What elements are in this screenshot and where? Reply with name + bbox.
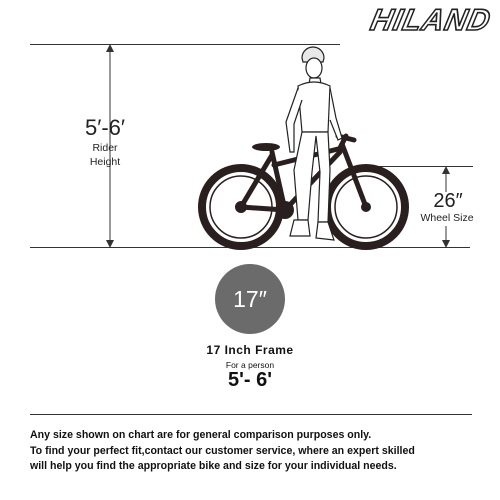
frame-size-badge-text: 17″ (233, 285, 267, 312)
rider-height-value: 5′-6′ (84, 115, 126, 140)
rider-height-label (40, 141, 170, 169)
saddle-icon (252, 143, 280, 151)
footer-divider (30, 414, 472, 415)
bike-rider-illustration (190, 40, 420, 252)
rider-figure-icon (286, 47, 342, 240)
disclaimer-line2: To find your perfect fit,contact our customer service, where an expert skilled (30, 445, 415, 457)
frame-title: 17 Inch Frame (206, 343, 294, 357)
crank-icon (276, 201, 294, 219)
rider-label-line2: Height (89, 156, 121, 168)
brand-logo: HILAND (367, 4, 494, 37)
disclaimer-line1: Any size shown on chart are for general comparison purposes only. (30, 429, 372, 441)
disclaimer-line3: will help you find the appropriate bike and size for your individual needs. (30, 460, 397, 472)
rider-label-line1: Rider (92, 142, 118, 154)
wheel-size-value: 26″ (433, 190, 463, 212)
frame-size-badge (215, 264, 285, 334)
frame-subtitle: For a person (225, 360, 275, 370)
frame-rider-range: 5'- 6' (228, 369, 272, 391)
wheel-size-label: Wheel Size (420, 212, 474, 224)
